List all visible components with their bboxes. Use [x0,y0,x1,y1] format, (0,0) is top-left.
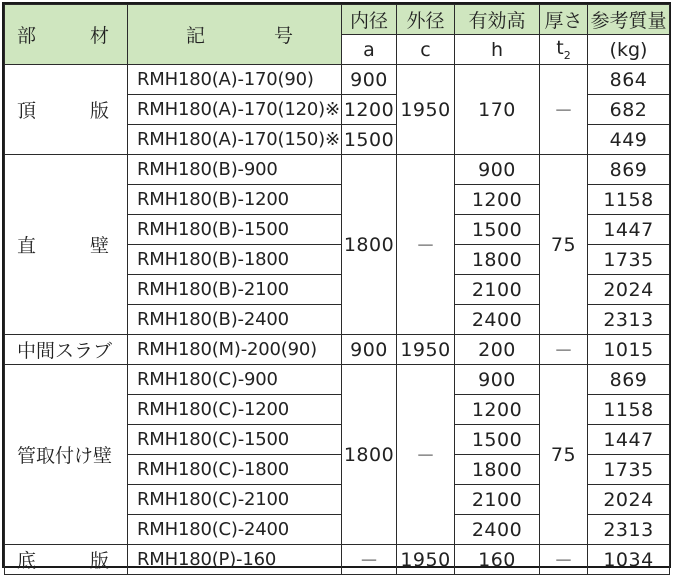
code-cell: RMH180(M)-200(90) [128,335,342,365]
weight-cell: 2024 [588,275,670,305]
inner-cell: 1800 [342,155,397,335]
height-cell: 170 [455,65,540,155]
code-cell: RMH180(C)-2100 [128,485,342,515]
table-row [5,365,670,395]
weight-cell: 449 [588,125,670,155]
inner-cell: 1200 [342,95,397,125]
weight-cell: 1158 [588,185,670,215]
inner-cell: 900 [342,65,397,95]
weight-cell: 1158 [588,395,670,425]
part-pipe-wall: 管取付け壁 [5,365,128,545]
spec-table [4,4,670,575]
thickness-cell: － [540,545,588,575]
weight-cell: 869 [588,365,670,395]
table-row [5,335,670,365]
outer-cell: 1950 [397,335,455,365]
height-cell: 200 [455,335,540,365]
weight-cell: 1034 [588,545,670,575]
outer-cell: 1950 [397,545,455,575]
weight-cell: 2313 [588,305,670,335]
code-cell: RMH180(C)-2400 [128,515,342,545]
height-cell: 1500 [455,425,540,455]
weight-cell: 864 [588,65,670,95]
height-cell: 1200 [455,395,540,425]
weight-cell: 682 [588,95,670,125]
height-cell: 1800 [455,455,540,485]
height-cell: 1500 [455,215,540,245]
height-cell: 900 [455,365,540,395]
height-cell: 1200 [455,185,540,215]
header-part: 部 材 [5,5,128,65]
header-thickness: 厚さ [540,5,588,35]
weight-cell: 1735 [588,455,670,485]
weight-cell: 869 [588,155,670,185]
weight-cell: 1735 [588,245,670,275]
part-wall: 直 壁 [5,155,128,335]
height-cell: 2400 [455,515,540,545]
header-code: 記 号 [128,5,342,65]
header-weight: 参考質量 [588,5,670,35]
code-cell: RMH180(A)-170(120)※ [128,95,342,125]
code-cell: RMH180(B)-1800 [128,245,342,275]
height-cell: 1800 [455,245,540,275]
thickness-cell: 75 [540,155,588,335]
code-cell: RMH180(C)-1500 [128,425,342,455]
inner-cell: 900 [342,335,397,365]
height-cell: 2100 [455,275,540,305]
unit-h: h [455,35,540,65]
code-cell: RMH180(B)-1200 [128,185,342,215]
code-cell: RMH180(C)-1200 [128,395,342,425]
code-cell: RMH180(P)-160 [128,545,342,575]
table-row [5,65,670,95]
code-cell: RMH180(C)-1800 [128,455,342,485]
height-cell: 2100 [455,485,540,515]
outer-cell: － [397,365,455,545]
inner-cell: 1500 [342,125,397,155]
weight-cell: 1015 [588,335,670,365]
code-cell: RMH180(C)-900 [128,365,342,395]
inner-cell: － [342,545,397,575]
outer-cell: － [397,155,455,335]
code-cell: RMH180(B)-900 [128,155,342,185]
height-cell: 900 [455,155,540,185]
unit-kg: (kg) [588,35,670,65]
weight-cell: 1447 [588,425,670,455]
height-cell: 160 [455,545,540,575]
code-cell: RMH180(A)-170(150)※ [128,125,342,155]
thickness-cell: 75 [540,365,588,545]
header-inner: 内径 [342,5,397,35]
weight-cell: 2024 [588,485,670,515]
thickness-cell: － [540,65,588,155]
part-top: 頂 版 [5,65,128,155]
table-row [5,155,670,185]
inner-cell: 1800 [342,365,397,545]
outer-cell: 1950 [397,65,455,155]
code-cell: RMH180(B)-2400 [128,305,342,335]
header-effective-height: 有効高 [455,5,540,35]
part-slab: 中間スラブ [5,335,128,365]
code-cell: RMH180(A)-170(90) [128,65,342,95]
weight-cell: 2313 [588,515,670,545]
part-bottom: 底 版 [5,545,128,575]
thickness-cell: － [540,335,588,365]
code-cell: RMH180(B)-1500 [128,215,342,245]
code-cell: RMH180(B)-2100 [128,275,342,305]
table-row [5,545,670,575]
unit-c: c [397,35,455,65]
weight-cell: 1447 [588,215,670,245]
height-cell: 2400 [455,305,540,335]
unit-t2: $t_2$ [540,35,588,65]
unit-a: a [342,35,397,65]
header-outer: 外径 [397,5,455,35]
